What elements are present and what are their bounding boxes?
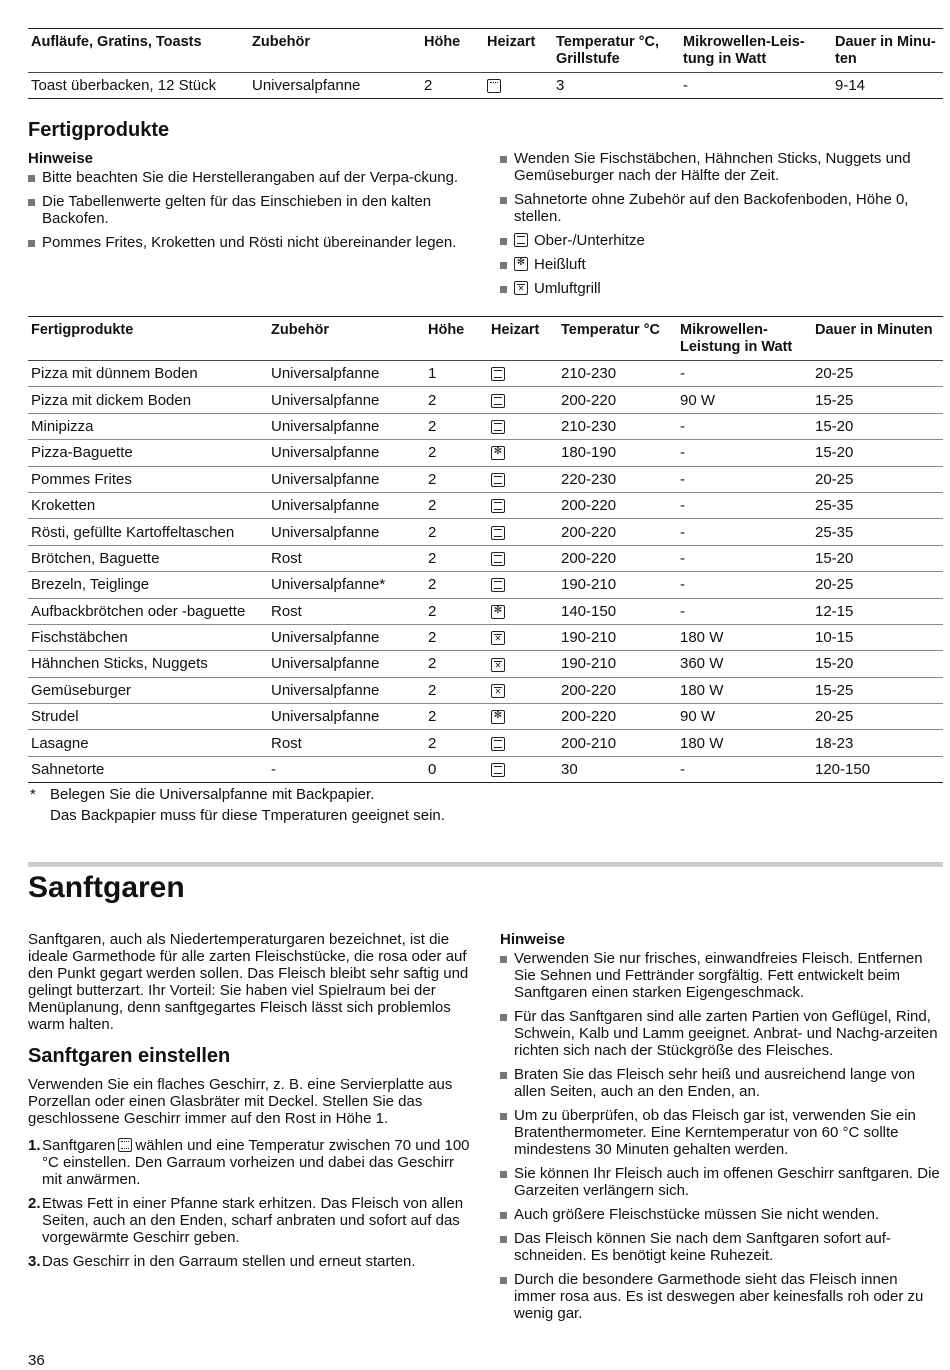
- cell-heizart: [488, 624, 558, 650]
- cell-mw: -: [677, 519, 812, 545]
- cell-hoehe: 2: [425, 387, 488, 413]
- table-row: [28, 651, 943, 677]
- cell-temp: 200-220: [558, 492, 677, 518]
- cell-dauer: 20-25: [812, 572, 943, 598]
- cell-mw: 180 W: [677, 624, 812, 650]
- cell-hoehe: 2: [425, 624, 488, 650]
- einstellen-text: Verwenden Sie ein flaches Geschirr, z. B. eine Servierplatte aus Porzellan oder einen Glasbräter mit Deckel. Stellen Sie das geschlossene Geschirr immer auf den Rost in Höhe 1.: [28, 1076, 453, 1127]
- footnote-line: Belegen Sie die Universalpfanne mit Backpapier.: [50, 786, 375, 803]
- cell-dauer: 15-20: [812, 413, 943, 439]
- heissluft-icon: [491, 446, 505, 460]
- cell-mw: -: [677, 466, 812, 492]
- step-number: 1.: [28, 1137, 41, 1154]
- page-title-sanftgaren: Sanftgaren: [28, 871, 185, 904]
- cell-name: Rösti, gefüllte Kartoffeltaschen: [28, 519, 268, 545]
- cell-mw: 90 W: [677, 387, 812, 413]
- cell-dauer: 15-20: [812, 440, 943, 466]
- col-header: Dauer in Minuten: [815, 322, 933, 338]
- cell-hoehe: 2: [425, 572, 488, 598]
- ober-unterhitze-icon: [491, 552, 505, 566]
- cell-mw: -: [677, 572, 812, 598]
- cell-mw: -: [677, 440, 812, 466]
- legend-item: [500, 280, 940, 297]
- cell-temp: 30: [558, 756, 677, 782]
- cell-name: Strudel: [28, 704, 268, 730]
- cell-name: Brötchen, Baguette: [28, 545, 268, 571]
- table-row: [28, 73, 943, 99]
- cell-dauer: 9-14: [832, 73, 943, 99]
- table-row: [28, 519, 943, 545]
- cell-mw: -: [680, 73, 832, 99]
- table-header-row: [28, 29, 943, 73]
- table-row: [28, 598, 943, 624]
- list-item: Bitte beachten Sie die Herstellerangaben auf der Verpa-ckung.: [28, 169, 468, 186]
- list-item: Wenden Sie Fischstäbchen, Hähnchen Sticks, Nuggets und Gemüseburger nach der Hälfte der Zeit.: [500, 150, 940, 184]
- cell-heizart: [488, 387, 558, 413]
- right-column: [500, 931, 942, 1329]
- heissluft-icon: [491, 605, 505, 619]
- table-row: [28, 545, 943, 571]
- table-row: [28, 704, 943, 730]
- cell-hoehe: 2: [421, 73, 484, 99]
- cell-dauer: 20-25: [812, 466, 943, 492]
- cell-dauer: 18-23: [812, 730, 943, 756]
- steps-list: [28, 1137, 470, 1270]
- cell-name: Aufbackbrötchen oder -baguette: [28, 598, 268, 624]
- list-item: Durch die besondere Garmethode sieht das Fleisch innen immer rosa aus. Es ist deswegen aber keinesfalls roh oder zu wenig gar.: [500, 1271, 942, 1322]
- cell-heizart: [488, 677, 558, 703]
- col-header: Zubehör: [271, 322, 329, 338]
- cell-zubehoer: Universalpfanne: [249, 73, 421, 99]
- table-row: [28, 361, 943, 387]
- cell-temp: 210-230: [558, 361, 677, 387]
- cell-zubehoer: Universalpfanne: [268, 519, 425, 545]
- col-header: Heizart: [487, 34, 536, 50]
- table-row: [28, 440, 943, 466]
- cell-mw: -: [677, 361, 812, 387]
- footnote-star: *: [30, 786, 36, 803]
- cell-heizart: [488, 519, 558, 545]
- cell-dauer: 25-35: [812, 492, 943, 518]
- cell-zubehoer: Universalpfanne: [268, 492, 425, 518]
- cell-mw: -: [677, 545, 812, 571]
- col-header: Höhe: [428, 322, 465, 338]
- cell-dauer: 25-35: [812, 519, 943, 545]
- step-item: [28, 1195, 470, 1246]
- ober-unterhitze-icon: [491, 420, 505, 434]
- step-number: 3.: [28, 1253, 41, 1270]
- cell-name: Pizza-Baguette: [28, 440, 268, 466]
- list-item: Für das Sanftgaren sind alle zarten Partien von Geflügel, Rind, Schwein, Kalb und Lamm geeignet. Anbrat- und Nachg-arzeiten richten sich nach der Stückgröße des Fleisches.: [500, 1008, 942, 1059]
- footnote: [30, 784, 445, 826]
- table-header-row: [28, 317, 943, 361]
- cell-temp: 190-210: [558, 651, 677, 677]
- cell-mw: -: [677, 413, 812, 439]
- table-row: [28, 492, 943, 518]
- legend-item: [500, 256, 940, 273]
- cell-heizart: [488, 704, 558, 730]
- cell-dauer: 12-15: [812, 598, 943, 624]
- cell-hoehe: 2: [425, 440, 488, 466]
- cell-name: Lasagne: [28, 730, 268, 756]
- list-item: Auch größere Fleischstücke müssen Sie nicht wenden.: [500, 1206, 942, 1223]
- cell-hoehe: 2: [425, 598, 488, 624]
- cell-name: Fischstäbchen: [28, 624, 268, 650]
- cell-hoehe: 2: [425, 730, 488, 756]
- cell-zubehoer: Universalpfanne: [268, 413, 425, 439]
- cell-heizart: [488, 730, 558, 756]
- cell-heizart: [488, 466, 558, 492]
- cell-heizart: [488, 545, 558, 571]
- col-header: Mikrowellen-Leistung in Watt: [680, 322, 793, 355]
- step-item: [28, 1137, 470, 1188]
- cell-dauer: 15-25: [812, 387, 943, 413]
- legend-label: Umluftgrill: [534, 280, 601, 297]
- cell-dauer: 15-20: [812, 651, 943, 677]
- table-row: [28, 387, 943, 413]
- cell-dauer: 10-15: [812, 624, 943, 650]
- col-header: Höhe: [424, 34, 461, 50]
- cell-mw: -: [677, 756, 812, 782]
- cell-heizart: [488, 361, 558, 387]
- cell-zubehoer: Universalpfanne: [268, 361, 425, 387]
- step-item: [28, 1253, 470, 1270]
- col-header: Aufläufe, Gratins, Toasts: [31, 34, 202, 50]
- table-fertigprodukte: [28, 316, 943, 783]
- cell-heizart: [488, 572, 558, 598]
- cell-hoehe: 2: [425, 677, 488, 703]
- cell-hoehe: 2: [425, 545, 488, 571]
- cell-hoehe: 2: [425, 651, 488, 677]
- ober-unterhitze-icon: [491, 763, 505, 777]
- cell-name: Pizza mit dünnem Boden: [28, 361, 268, 387]
- cell-name: Sahnetorte: [28, 756, 268, 782]
- ober-unterhitze-icon: [491, 367, 505, 381]
- cell-heizart: [488, 492, 558, 518]
- cell-mw: 90 W: [677, 704, 812, 730]
- cell-zubehoer: Universalpfanne*: [268, 572, 425, 598]
- umluftgrill-icon: [491, 658, 505, 672]
- table-row: [28, 677, 943, 703]
- footnote-line: Das Backpapier muss für diese Tmperaturen geeignet sein.: [50, 807, 445, 824]
- list-item: Pommes Frites, Kroketten und Rösti nicht übereinander legen.: [28, 234, 468, 251]
- page-number: 36: [28, 1352, 45, 1369]
- cell-temp: 210-230: [558, 413, 677, 439]
- cell-temp: 180-190: [558, 440, 677, 466]
- table-row: [28, 730, 943, 756]
- cell-heizart: [488, 598, 558, 624]
- cell-temp: 3: [553, 73, 680, 99]
- table-row: [28, 572, 943, 598]
- heissluft-icon: [514, 257, 528, 271]
- list-item: Verwenden Sie nur frisches, einwandfreies Fleisch. Entfernen Sie Sehnen und Fettränder sorgfältig. Fett entwickelt beim Sanftgaren einen starken Eigengeschmack.: [500, 950, 942, 1001]
- ober-unterhitze-icon: [491, 737, 505, 751]
- list-item: Sahnetorte ohne Zubehör auf den Backofenboden, Höhe 0, stellen.: [500, 191, 940, 225]
- cell-name: Pizza mit dickem Boden: [28, 387, 268, 413]
- ober-unterhitze-icon: [491, 526, 505, 540]
- cell-temp: 200-220: [558, 519, 677, 545]
- cell-temp: 140-150: [558, 598, 677, 624]
- cell-mw: -: [677, 492, 812, 518]
- legend-item: [500, 232, 940, 249]
- cell-zubehoer: Universalpfanne: [268, 677, 425, 703]
- section-title-fertigprodukte: Fertigprodukte: [28, 119, 170, 141]
- umluftgrill-icon: [491, 684, 505, 698]
- hinweise-label: Hinweise: [500, 931, 566, 948]
- col-header: Fertigprodukte: [31, 322, 134, 338]
- cell-name: Kroketten: [28, 492, 268, 518]
- table-row: [28, 413, 943, 439]
- umluftgrill-icon: [514, 281, 528, 295]
- cell-zubehoer: Rost: [268, 730, 425, 756]
- list-item: Braten Sie das Fleisch sehr heiß und ausreichend lange von allen Seiten, auch an den Enden, an.: [500, 1066, 942, 1100]
- ober-unterhitze-icon: [491, 578, 505, 592]
- cell-heizart: [488, 756, 558, 782]
- cell-temp: 190-210: [558, 572, 677, 598]
- notes-list: [28, 169, 468, 251]
- cell-dauer: 15-25: [812, 677, 943, 703]
- cell-zubehoer: Universalpfanne: [268, 387, 425, 413]
- cell-temp: 200-220: [558, 704, 677, 730]
- cell-zubehoer: Rost: [268, 545, 425, 571]
- col-header: Dauer in Minu-ten: [835, 34, 936, 67]
- ober-unterhitze-icon: [491, 473, 505, 487]
- sanftgaren-icon: [118, 1138, 132, 1152]
- cell-heizart: [484, 73, 553, 99]
- cell-dauer: 20-25: [812, 704, 943, 730]
- cell-hoehe: 1: [425, 361, 488, 387]
- table-row: [28, 756, 943, 782]
- cell-dauer: 15-20: [812, 545, 943, 571]
- left-column: [28, 931, 470, 1277]
- cell-heizart: [488, 651, 558, 677]
- col-header: Mikrowellen-Leis-tung in Watt: [683, 34, 805, 67]
- cell-temp: 190-210: [558, 624, 677, 650]
- cell-zubehoer: Universalpfanne: [268, 624, 425, 650]
- umluftgrill-icon: [491, 631, 505, 645]
- hinweise-label: Hinweise: [28, 150, 94, 167]
- cell-hoehe: 0: [425, 756, 488, 782]
- legend-label: Heißluft: [534, 256, 586, 273]
- cell-temp: 200-210: [558, 730, 677, 756]
- heissluft-icon: [491, 710, 505, 724]
- cell-name: Hähnchen Sticks, Nuggets: [28, 651, 268, 677]
- cell-mw: 180 W: [677, 677, 812, 703]
- notes-list: [500, 150, 940, 297]
- step-text: Etwas Fett in einer Pfanne stark erhitzen. Das Fleisch von allen Seiten, auch an den Enden, scharf anbraten und sofort auf das vorgewärmte Geschirr geben.: [42, 1195, 464, 1246]
- cell-hoehe: 2: [425, 519, 488, 545]
- cell-mw: 360 W: [677, 651, 812, 677]
- cell-temp: 200-220: [558, 545, 677, 571]
- cell-temp: 220-230: [558, 466, 677, 492]
- section-divider: [28, 862, 943, 867]
- list-item: Die Tabellenwerte gelten für das Einschieben in den kalten Backofen.: [28, 193, 468, 227]
- grill-icon: [487, 79, 501, 93]
- cell-zubehoer: -: [268, 756, 425, 782]
- ober-unterhitze-icon: [491, 394, 505, 408]
- cell-name: Pommes Frites: [28, 466, 268, 492]
- cell-hoehe: 2: [425, 466, 488, 492]
- cell-heizart: [488, 413, 558, 439]
- intro-text: Sanftgaren, auch als Niedertemperaturgaren bezeichnet, ist die ideale Garmethode für alle zarten Fleischstücke, die rosa oder auf den Punkt gegart werden sollen. Das Fleisch bleibt sehr saftig und gelingt butterzart. Ihr Vorteil: Sie haben viel Spielraum bei der Menüplanung, denn sanftgegartes Fleisch lässt sich problemlos warm halten.: [28, 931, 469, 1033]
- cell-zubehoer: Universalpfanne: [268, 651, 425, 677]
- cell-heizart: [488, 440, 558, 466]
- notes-left: [28, 150, 468, 258]
- cell-temp: 200-220: [558, 677, 677, 703]
- cell-zubehoer: Universalpfanne: [268, 466, 425, 492]
- cell-name: Toast überbacken, 12 Stück: [28, 73, 249, 99]
- cell-hoehe: 2: [425, 492, 488, 518]
- step-text: Sanftgaren: [42, 1137, 116, 1154]
- col-header: Heizart: [491, 322, 540, 338]
- table-row: [28, 466, 943, 492]
- cell-mw: 180 W: [677, 730, 812, 756]
- cell-name: Brezeln, Teiglinge: [28, 572, 268, 598]
- cell-temp: 200-220: [558, 387, 677, 413]
- cell-hoehe: 2: [425, 704, 488, 730]
- cell-dauer: 120-150: [812, 756, 943, 782]
- cell-zubehoer: Rost: [268, 598, 425, 624]
- list-item: Das Fleisch können Sie nach dem Sanftgaren sofort auf-schneiden. Es benötigt keine Ruhezeit.: [500, 1230, 942, 1264]
- table-row: [28, 624, 943, 650]
- legend-label: Ober-/Unterhitze: [534, 232, 645, 249]
- list-item: Sie können Ihr Fleisch auch im offenen Geschirr sanftgaren. Die Garzeiten verlängern sich.: [500, 1165, 942, 1199]
- cell-name: Minipizza: [28, 413, 268, 439]
- cell-name: Gemüseburger: [28, 677, 268, 703]
- cell-hoehe: 2: [425, 413, 488, 439]
- notes-right: [500, 150, 940, 304]
- subsection-title: Sanftgaren einstellen: [28, 1045, 231, 1067]
- table-aufläufe: [28, 28, 943, 99]
- cell-dauer: 20-25: [812, 361, 943, 387]
- cell-zubehoer: Universalpfanne: [268, 704, 425, 730]
- ober-unterhitze-icon: [514, 233, 528, 247]
- step-text: wählen und eine Temperatur zwischen 70 und 100 °C einstellen. Den Garraum vorheizen und dabei das Geschirr mit anwärmen.: [42, 1137, 470, 1188]
- ober-unterhitze-icon: [491, 499, 505, 513]
- step-number: 2.: [28, 1195, 41, 1212]
- col-header: Zubehör: [252, 34, 310, 50]
- hinweise-list: [500, 950, 942, 1322]
- col-header: Temperatur °C: [561, 322, 660, 338]
- step-text: Das Geschirr in den Garraum stellen und erneut starten.: [42, 1253, 416, 1270]
- col-header: Temperatur °C, Grillstufe: [556, 34, 660, 67]
- cell-zubehoer: Universalpfanne: [268, 440, 425, 466]
- cell-mw: -: [677, 598, 812, 624]
- list-item: Um zu überprüfen, ob das Fleisch gar ist, verwenden Sie ein Bratenthermometer. Eine Kerntemperatur von 60 °C sollte mindestens 30 Minuten gehalten werden.: [500, 1107, 942, 1158]
